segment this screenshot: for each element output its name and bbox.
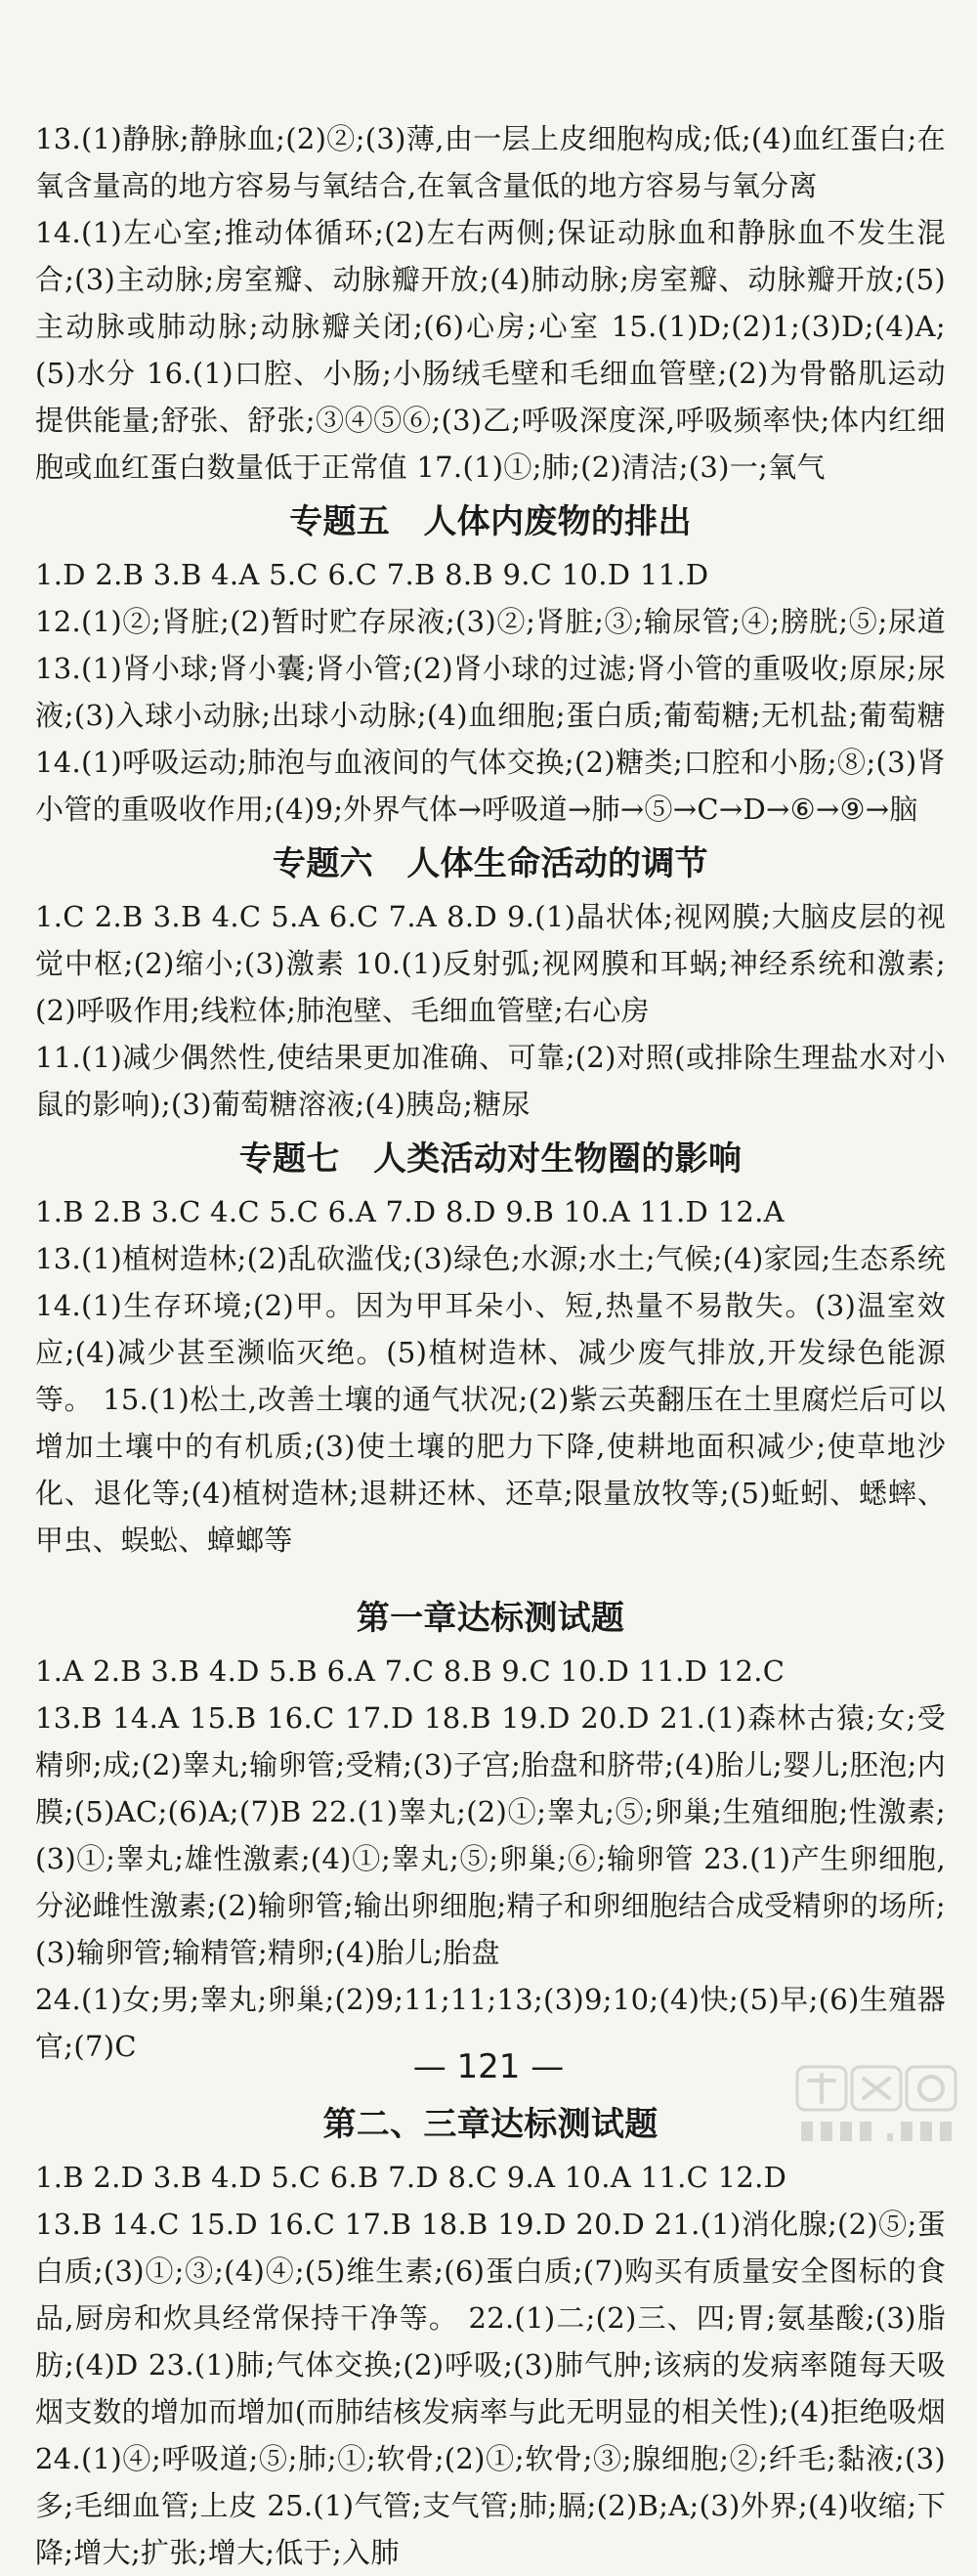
answer-paragraph: 13.B 14.A 15.B 16.C 17.D 18.B 19.D 20.D 21.(1)森林古猿;女;受精卵;成;(2)睾丸;输卵管;受精;(3)子宫;胎盘和脐带;(4)胎儿;婴儿;胚泡;内膜;(5)AC;(6)A;(7)B 22.(1)睾丸;(2)①;睾丸;⑤;卵巢;生殖细胞;性激素;(3)①;睾丸;雄性激素;(4)①;睾丸;⑤;卵巢;⑥;输卵管 23.(1)产生卵细胞,分泌雌性激素;(2)输卵管;输出卵细胞;精子和卵细胞结合成受精卵的场所;(3)输卵管;输精管;精卵;(4)胎儿;胎盘: [35, 1701, 946, 1969]
answer-paragraph: 1.B 2.D 3.B 4.D 5.C 6.B 7.D 8.C 9.A 10.A 11.C 12.D: [35, 2161, 787, 2194]
section-topic-five: [35, 496, 946, 833]
answer-paragraph: 14.(1)左心室;推动体循环;(2)左右两侧;保证动脉血和静脉血不发生混合;(3)主动脉;房室瓣、动脉瓣开放;(4)肺动脉;房室瓣、动脉瓣开放;(5)主动脉或肺动脉;动脉瓣关闭;(6)心房;心室 15.(1)D;(2)1;(3)D;(4)A;(5)水分 16.(1)口腔、小肠;小肠绒毛壁和毛细血管壁;(2)为骨骼肌运动提供能量;舒张、舒张;③④⑤⑥;(3)乙;呼吸深度深,呼吸频率快;体内红细胞或血红蛋白数量低于正常值 17.(1)①;肺;(2)清洁;(3)一;氧气: [35, 216, 946, 484]
section-heading: 第一章达标测试题: [356, 1599, 625, 1638]
section-heading: 专题七 人类活动对生物圈的影响: [238, 1139, 743, 1179]
section-topic-seven: [35, 1134, 946, 1564]
answer-paragraph: 1.A 2.B 3.B 4.D 5.B 6.A 7.C 8.B 9.C 10.D 11.D 12.C: [35, 1654, 786, 1688]
watermark-logo-icon: [793, 2063, 959, 2149]
section-heading: 专题五 人体内废物的排出: [289, 502, 692, 541]
answer-paragraph: 13.B 14.C 15.D 16.C 17.B 18.B 19.D 20.D 21.(1)消化腺;(2)⑤;蛋白质;(3)①;③;(4)④;(5)维生素;(6)蛋白质;(7)购买有质量安全图标的食品,厨房和炊具经常保持干净等。 22.(1)二;(2)三、四;胃;氨基酸;(3)脂肪;(4)D 23.(1)肺;气体交换;(2)呼吸;(3)肺气肿;该病的发病率随每天吸烟支数的增加而增加(而肺结核发病率与此无明显的相关性);(4)拒绝吸烟 24.(1)④;呼吸道;⑤;肺;①;软骨;(2)①;软骨;③;腺细胞;②;纤毛;黏液;(3)多;毛细血管;上皮 25.(1)气管;支气管;肺;膈;(2)B;A;(3)外界;(4)收缩;下降;增大;扩张;增大;低于;入肺: [35, 2208, 946, 2569]
section-chapter-one-test: [35, 1593, 946, 2070]
section-heading: 第二、三章达标测试题: [322, 2105, 658, 2144]
answer-paragraph: 13.(1)静脉;静脉血;(2)②;(3)薄,由一层上皮细胞构成;低;(4)血红蛋白;在氧含量高的地方容易与氧结合,在氧含量低的地方容易与氧分离: [35, 122, 946, 202]
answer-paragraph: 12.(1)②;肾脏;(2)暂时贮存尿液;(3)②;肾脏;③;输尿管;④;膀胱;⑤;尿道 13.(1)肾小球;肾小囊;肾小管;(2)肾小球的过滤;肾小管的重吸收;原尿;尿液;(3)入球小动脉;出球小动脉;(4)血细胞;蛋白质;葡萄糖;无机盐;葡萄糖 14.(1)呼吸运动;肺泡与血液间的气体交换;(2)糖类;口腔和小肠;⑧;(3)肾小管的重吸收作用;(4)9;外界气体→呼吸道→肺→⑤→C→D→⑥→⑨→脑: [35, 605, 946, 826]
section-chapter-two-three-test: [35, 2099, 946, 2576]
answer-paragraph: 1.D 2.B 3.B 4.A 5.C 6.C 7.B 8.B 9.C 10.D 11.D: [35, 558, 709, 591]
answer-page-body: [35, 115, 946, 2576]
section-heading: 专题六 人体生命活动的调节: [273, 844, 708, 883]
answer-paragraph: 11.(1)减少偶然性,使结果更加准确、可靠;(2)对照(或排除生理盐水对小鼠的影响);(3)葡萄糖溶液;(4)胰岛;糖尿: [35, 1041, 946, 1121]
answer-paragraph: 1.B 2.B 3.C 4.C 5.C 6.A 7.D 8.D 9.B 10.A 11.D 12.A: [35, 1195, 785, 1228]
section-continued: [35, 115, 946, 491]
page-number: — 121 —: [412, 2047, 565, 2086]
answer-paragraph: 24.(1)女;男;睾丸;卵巢;(2)9;11;11;13;(3)9;10;(4)快;(5)早;(6)生殖器官;(7)C: [35, 1983, 946, 2063]
section-topic-six: [35, 838, 946, 1128]
answer-paragraph: 1.C 2.B 3.B 4.C 5.A 6.C 7.A 8.D 9.(1)晶状体;视网膜;大脑皮层的视觉中枢;(2)缩小;(3)激素 10.(1)反射弧;视网膜和耳蜗;神经系统和激素;(2)呼吸作用;线粒体;肺泡壁、毛细血管壁;右心房: [35, 900, 946, 1027]
answer-paragraph: 13.(1)植树造林;(2)乱砍滥伐;(3)绿色;水源;水土;气候;(4)家园;生态系统 14.(1)生存环境;(2)甲。因为甲耳朵小、短,热量不易散失。(3)温室效应;(4)减少甚至濒临灭绝。(5)植树造林、减少废气排放,开发绿色能源等。 15.(1)松土,改善土壤的通气状况;(2)紫云英翻压在土里腐烂后可以增加土壤中的有机质;(3)使土壤的肥力下降,使耕地面积减少;使草地沙化、退化等;(4)植树造林;退耕还林、还草;限量放牧等;(5)蚯蚓、蟋蟀、甲虫、蜈蚣、蟑螂等: [35, 1242, 946, 1557]
